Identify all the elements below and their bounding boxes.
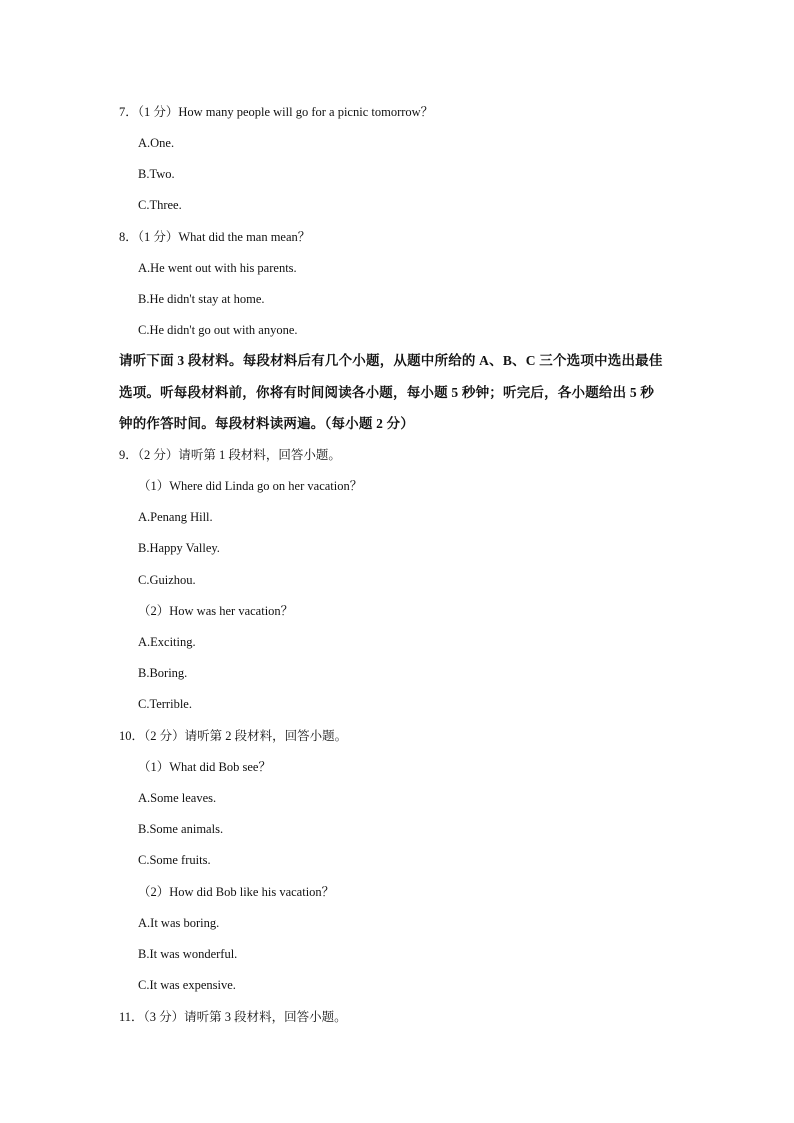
question-10-sub-2: （2）How did Bob like his vacation？ xyxy=(138,885,335,899)
question-10-sub-1-option-b: B.Some animals. xyxy=(138,822,224,836)
question-11-stem: 11．（3 分）请听第 3 段材料，回答小题。 xyxy=(119,1010,347,1024)
question-7-stem: 7．（1 分）How many people will go for a picnic tomorrow？ xyxy=(119,105,434,119)
question-9-stem: 9．（2 分）请听第 1 段材料，回答小题。 xyxy=(119,448,341,462)
question-8-stem: 8．（1 分）What did the man mean？ xyxy=(119,230,311,244)
question-10-sub-2-option-c: C.It was expensive. xyxy=(138,978,236,992)
question-9-sub-2: （2）How was her vacation？ xyxy=(138,604,294,618)
question-8-option-a: A.He went out with his parents. xyxy=(138,261,297,275)
section-instruction-line-2: 选项。听每段材料前，你将有时间阅读各小题，每小题 5 秒钟；听完后，各小题给出 5 秒 xyxy=(119,385,655,400)
question-10-sub-1-option-c: C.Some fruits. xyxy=(138,853,211,867)
question-9-sub-2-option-c: C.Terrible. xyxy=(138,697,192,711)
question-9-sub-2-option-b: B.Boring. xyxy=(138,666,188,680)
section-instruction-line-1: 请听下面 3 段材料。每段材料后有几个小题，从题中所给的 A、B、C 三个选项中选出最佳 xyxy=(119,353,663,368)
question-10-stem: 10．（2 分）请听第 2 段材料，回答小题。 xyxy=(119,729,348,743)
question-10-sub-2-option-a: A.It was boring. xyxy=(138,916,220,930)
question-8-option-c: C.He didn't go out with anyone. xyxy=(138,323,298,337)
question-8-option-b: B.He didn't stay at home. xyxy=(138,292,265,306)
question-9-sub-1-option-c: C.Guizhou. xyxy=(138,573,196,587)
question-10-sub-2-option-b: B.It was wonderful. xyxy=(138,947,238,961)
question-10-sub-1: （1）What did Bob see？ xyxy=(138,760,271,774)
question-9-sub-1: （1）Where did Linda go on her vacation？ xyxy=(138,479,363,493)
section-instruction-line-3: 钟的作答时间。每段材料读两遍。（每小题 2 分） xyxy=(119,416,415,431)
question-7-option-b: B.Two. xyxy=(138,167,175,181)
question-7-option-c: C.Three. xyxy=(138,198,182,212)
question-9-sub-1-option-a: A.Penang Hill. xyxy=(138,510,213,524)
question-7-option-a: A.One. xyxy=(138,136,175,150)
question-9-sub-1-option-b: B.Happy Valley. xyxy=(138,541,220,555)
question-10-sub-1-option-a: A.Some leaves. xyxy=(138,791,217,805)
question-9-sub-2-option-a: A.Exciting. xyxy=(138,635,196,649)
